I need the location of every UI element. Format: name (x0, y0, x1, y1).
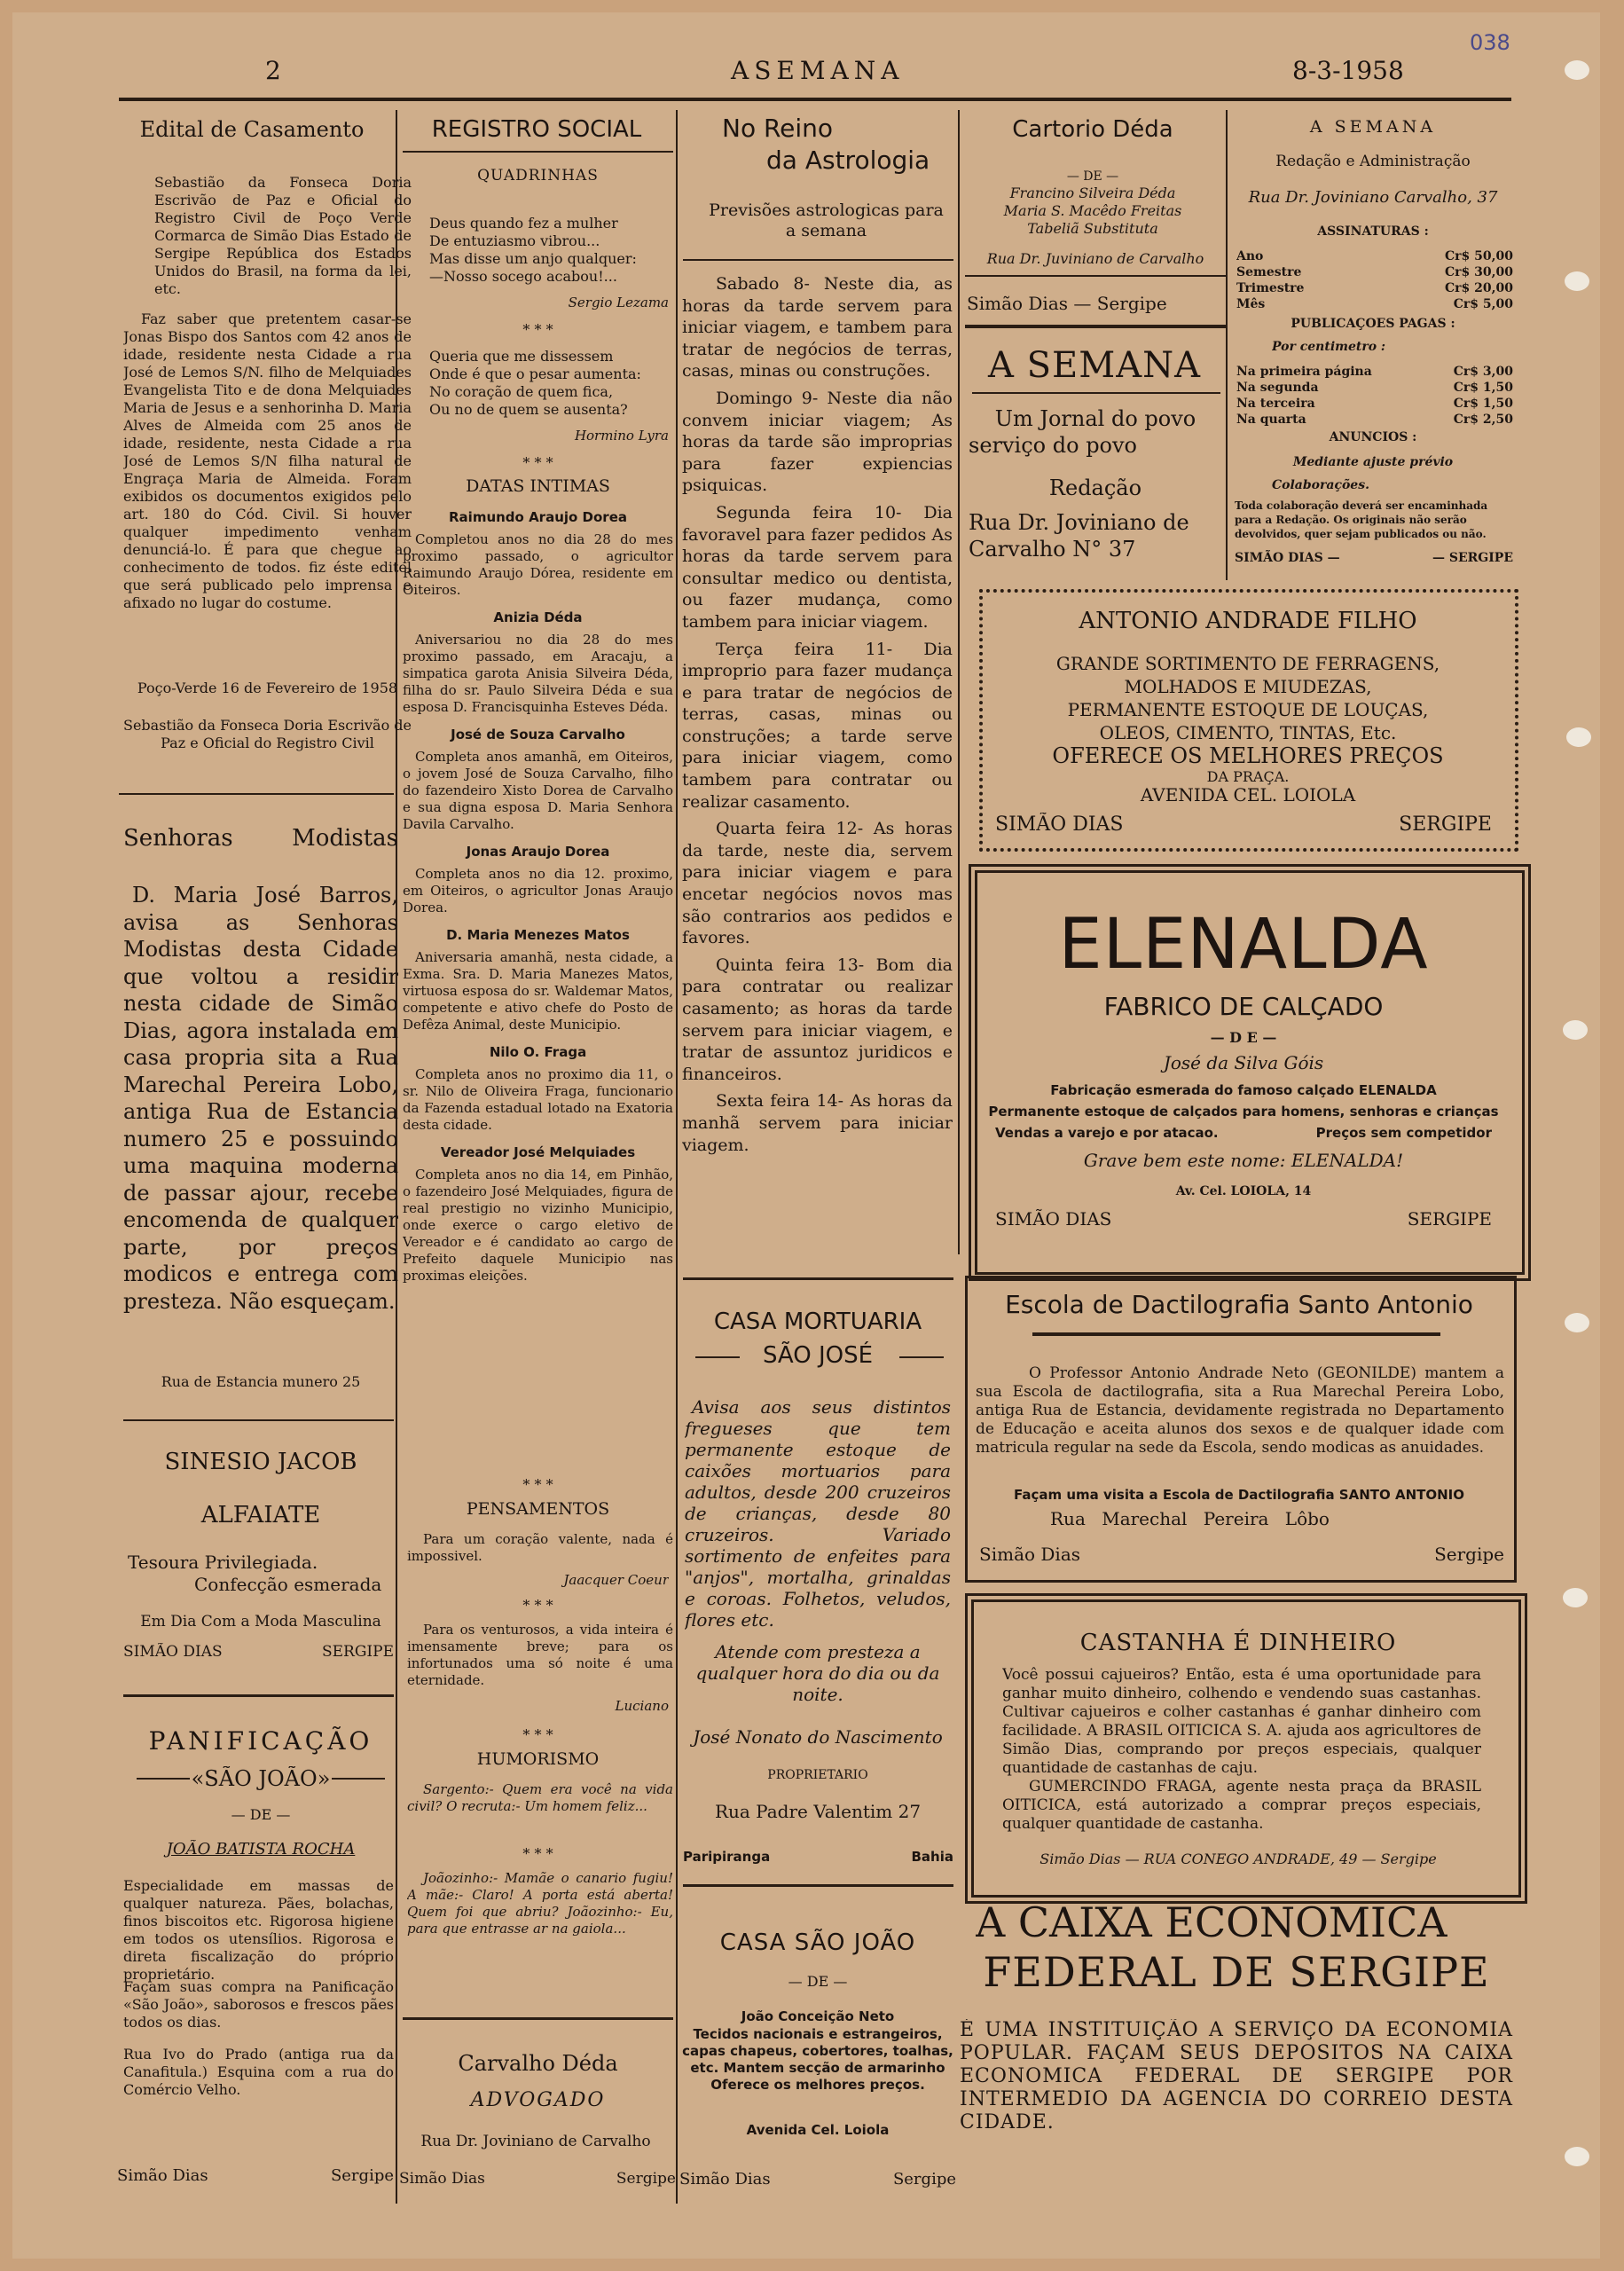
quad-line: Deus quando fez a mulher (429, 215, 618, 232)
section-rule (403, 2017, 673, 2020)
ornament-rule (695, 1356, 740, 1358)
price-row (1236, 412, 1513, 428)
sinesio-line1: Tesoura Privilegiada. (128, 1552, 318, 1573)
stars: * * * (522, 1597, 553, 1614)
price-row (1236, 296, 1513, 312)
column-rule (676, 110, 678, 2204)
sinesio-role: ALFAIATE (200, 1502, 321, 1528)
antonio-title: ANTONIO ANDRADE FILHO (1079, 608, 1417, 634)
castanha-title: CASTANHA É DINHEIRO (1079, 1630, 1397, 1656)
price-value: Cr$ 1,50 (1453, 397, 1513, 411)
publicacoes-list (1236, 364, 1513, 428)
sinesio-location (123, 1643, 394, 1662)
panificacao-state: Sergipe (330, 2166, 394, 2185)
modistas-title (123, 824, 398, 853)
datas-title: DATAS INTIMAS (466, 476, 610, 496)
mortuaria-title-1: CASA MORTUARIA (713, 1308, 922, 1335)
section-rule (965, 325, 1226, 328)
quadrinha-1 (429, 215, 678, 286)
price-value: Cr$ 2,50 (1453, 413, 1513, 427)
escola-address: Rua Marechal Pereira Lôbo (1050, 1508, 1330, 1529)
edital-signature: Sebastião da Fonseca Doria Escrivão de Paz e Oficial do Registro Civil (123, 717, 412, 751)
elenalda-de: — D E — (1210, 1029, 1277, 1046)
astro-day: Sabado 8- Neste dia, as horas da tarde servem para iniciar viagem, e tambem para tratar de negócios de terras, casas, minas ou construções. (682, 274, 953, 381)
colab-body: Toda colaboração deverá ser encaminhada para a Redação. Os originais não serão devolvidos, quer sejam publicados ou não. (1235, 499, 1488, 540)
mortuaria-title-2: SÃO JOSÉ (762, 1342, 874, 1369)
semana-box-footer (1235, 550, 1513, 566)
stars: * * * (522, 1845, 553, 1862)
data-entry-name: Nilo O. Fraga (489, 1044, 587, 1060)
price-value: Cr$ 50,00 (1445, 249, 1513, 263)
casa-address: Avenida Cel. Loiola (746, 2122, 890, 2138)
ornament-rule (332, 1778, 385, 1780)
quad-line: —Nosso socego acabou!... (429, 268, 617, 285)
casa-location (679, 2170, 956, 2189)
edital-intro: Sebastião da Fonseca Doria Escrivão de Paz e Oficial do Registro Civil de Poço Verde Cormarca de Simão Dias Estado de Sergipe República dos Estados Unidos do Brasil, na forma da lei, etc. (154, 174, 412, 297)
caixa-body: É UMA INSTITUIÇÃO A SERVIÇO DA ECONOMIA POPULAR. FAÇAM SEUS DEPOSITOS NA CAIXA ECONOMICA FEDERAL DE SERGIPE POR INTERMEDIO DA AGENCIA DO CORREIO DESTA CIDADE. (960, 2019, 1513, 2133)
data-entry-name: José de Souza Carvalho (451, 727, 625, 743)
cartorio-location (967, 293, 1224, 315)
panificacao-de: — DE — (231, 1806, 291, 1823)
panificacao-city: Simão Dias (117, 2166, 208, 2185)
semana-line-3: Redação (1048, 475, 1142, 500)
section-rule (119, 793, 394, 795)
semana-box-title: A SEMANA (1309, 117, 1437, 137)
price-label: Na quarta (1236, 413, 1306, 427)
dash-separator: — (1073, 293, 1097, 314)
escola-body: O Professor Antonio Andrade Neto (GEONILDE) mantem a sua Escola de dactilografia, sita a Rua Marechal Pereira Lobo, antiga Rua de Estancia, devidamente registrada no Departamento de Educação e aceita alunos dos sexos e de qualquer idade com matricula regular na sede da Escola, sendo modicas as anuidades. (976, 1364, 1504, 1457)
price-label: Trimestre (1236, 281, 1305, 295)
castanha-address: Simão Dias — RUA CONEGO ANDRADE, 49 — Sergipe (1040, 1851, 1437, 1867)
section-rule (123, 1694, 394, 1697)
price-row (1236, 280, 1513, 296)
semana-box-state: — SERGIPE (1432, 551, 1513, 565)
antonio-location (995, 813, 1492, 837)
price-value: Cr$ 3,00 (1453, 365, 1513, 379)
elenalda-line-3b: Preços sem competidor (1315, 1125, 1492, 1141)
panificacao-title: PANIFICAÇÃO (148, 1726, 373, 1756)
semana-ad-title: A SEMANA (988, 346, 1201, 385)
mortuaria-body-2: Atende com presteza a qualquer hora do dia ou da noite. (695, 1641, 940, 1705)
price-value: Cr$ 20,00 (1445, 281, 1513, 295)
quad-line: Mas disse um anjo qualquer: (429, 250, 637, 267)
carvalho-name: Carvalho Déda (458, 2051, 618, 2076)
section-rule (965, 275, 1226, 277)
semana-line-1: Um Jornal do povo (994, 406, 1196, 431)
issue-date: 8-3-1958 (1292, 56, 1404, 85)
elenalda-line-2: Permanente estoque de calçados para homens, senhoras e crianças (988, 1104, 1499, 1120)
section-rule (683, 1884, 953, 1887)
caixa-title-1: A CAIXA ECONOMICA (976, 1898, 1447, 1946)
antonio-line-6: DA PRAÇA. (1206, 768, 1290, 785)
price-label: Mês (1236, 297, 1266, 311)
price-value: Cr$ 30,00 (1445, 265, 1513, 279)
pensamento-1-author: Jaacquer Coeur (563, 1572, 669, 1588)
modistas-title-right: Modistas (292, 825, 398, 852)
anuncios-note: Mediante ajuste prévio (1292, 455, 1454, 469)
astro-title-1: No Reino (722, 114, 834, 143)
astro-title-2: da Astrologia (766, 145, 930, 175)
escola-state: Sergipe (1434, 1544, 1504, 1565)
escola-city: Simão Dias (979, 1544, 1081, 1565)
price-label: Na terceira (1236, 397, 1315, 411)
elenalda-title: ELENALDA (1058, 905, 1429, 985)
data-entry-text: Completa anos no proximo dia 11, o sr. Nilo de Oliveira Fraga, funcionario da Fazenda estadual lotado na Exatoria desta cidade. (403, 1066, 673, 1133)
data-entry-text: Aniversaria amanhã, nesta cidade, a Exma. Sra. D. Maria Manezes Matos, virtuosa esposa do sr. Waldemar Matos, competente e ativo chefe do Posto de Defêza Animal, deste Municipio. (403, 949, 673, 1033)
humor-1: Sargento:- Quem era você na vida civil? O recruta:- Um homem feliz... (407, 1781, 673, 1814)
quad2-author: Hormino Lyra (574, 428, 669, 444)
antonio-line-3: PERMANENTE ESTOQUE DE LOUÇAS, (1067, 699, 1429, 720)
mortuaria-address: Rua Padre Valentim 27 (714, 1801, 922, 1822)
carvalho-role: ADVOGADO (470, 2089, 606, 2111)
elenalda-line-3a: Vendas a varejo e por atacao. (995, 1125, 1219, 1141)
binding-hole (1565, 60, 1589, 80)
mortuaria-owner-role: PROPRIETARIO (767, 1768, 868, 1782)
carvalho-state: Sergipe (616, 2170, 676, 2188)
cartorio-line-3: Tabeliã Substituta (1027, 220, 1158, 237)
ornament-rule (899, 1356, 944, 1358)
pensamentos-title: PENSAMENTOS (466, 1499, 610, 1519)
price-label: Na primeira página (1236, 365, 1372, 379)
carvalho-city: Simão Dias (399, 2170, 485, 2188)
colab-title: Colaborações. (1272, 478, 1369, 492)
semana-box-address: Rua Dr. Joviniano Carvalho, 37 (1248, 188, 1498, 207)
price-label: Na segunda (1236, 381, 1319, 395)
price-value: Cr$ 5,00 (1453, 297, 1513, 311)
carvalho-address: Rua Dr. Joviniano de Carvalho (420, 2133, 651, 2150)
stars: * * * (522, 321, 553, 338)
binding-hole (1563, 1588, 1588, 1607)
newspaper-page (12, 12, 1600, 2259)
price-row (1236, 396, 1513, 412)
quadrinhas-title: QUADRINHAS (477, 167, 599, 185)
casa-body: Tecidos nacionais e estrangeiros, capas chapeus, cobertores, toalhas, etc. Mantem secção de armarinho Oferece os melhores preços. (682, 2026, 953, 2093)
semana-box-city: SIMÃO DIAS — (1235, 551, 1340, 565)
data-entry-text: Completa anos no dia 12. proximo, em Oiteiros, o agricultor Jonas Araujo Dorea. (403, 866, 673, 915)
pensamento-2: Para os venturosos, a vida inteira é imensamente breve; para os infortunados uma só noite é uma eternidade. (407, 1622, 673, 1688)
castanha-agent: GUMERCINDO FRAGA, agente nesta praça da BRASIL OITICICA, está autorizado a comprar preços especiais, qualquer quantidade de castanha. (1002, 1778, 1481, 1833)
elenalda-subtitle: FABRICO DE CALÇADO (1103, 992, 1384, 1021)
astro-day: Terça feira 11- Dia improprio para fazer mudança e para tratar de negócios de terras, casas, minas ou construções; a tarde serve para iniciar viagem, como tambem para contratar ou realizar casamento. (682, 639, 953, 812)
panificacao-subtitle: «SÃO JOÃO» (191, 1766, 331, 1791)
quad-line: No coração de quem fica, (429, 383, 614, 400)
panificacao-location (117, 2166, 394, 2186)
elenalda-line-4: Grave bem este nome: ELENALDA! (1083, 1150, 1404, 1171)
cartorio-state: Sergipe (1096, 293, 1167, 314)
data-entry-text: Aniversariou no dia 28 do mes proximo passado, em Aracaju, a simpatica garota Anisia Silveira Déda, filha do sr. Paulo Silveira Déda e sua esposa D. Francisquinha Esteves Déda. (403, 632, 673, 715)
semana-line-4: Rua Dr. Joviniano de Carvalho N° 37 (969, 510, 1189, 562)
stars: * * * (522, 1476, 553, 1493)
registro-title: REGISTRO SOCIAL (431, 116, 642, 143)
ornament-rule (137, 1778, 190, 1780)
cartorio-title: Cartorio Déda (1012, 116, 1173, 143)
section-rule (683, 259, 953, 261)
pensamento-1: Para um coração valente, nada é impossivel. (407, 1531, 673, 1564)
elenalda-line-1: Fabricação esmerada do famoso calçado ELENALDA (1050, 1082, 1437, 1098)
price-row (1236, 380, 1513, 396)
antonio-city: SIMÃO DIAS (995, 813, 1124, 836)
price-value: Cr$ 1,50 (1453, 381, 1513, 395)
antonio-state: SERGIPE (1399, 813, 1492, 836)
semana-box-subtitle: Redação e Administração (1275, 153, 1471, 170)
astro-days (682, 273, 953, 1156)
carvalho-location (399, 2170, 676, 2188)
escola-visit: Façam uma visita a Escola de Dactilografia SANTO ANTONIO (1014, 1487, 1464, 1503)
escola-location (979, 1544, 1504, 1566)
price-row (1236, 248, 1513, 264)
price-label: Semestre (1236, 265, 1302, 279)
escola-rule (1032, 1332, 1440, 1336)
modistas-title-left: Senhoras (123, 825, 233, 852)
antonio-line-5: OFERECE OS MELHORES PREÇOS (1052, 743, 1444, 768)
antonio-line-7: AVENIDA CEL. LOIOLA (1140, 784, 1356, 805)
edital-body: Faz saber que pretentem casar-se Jonas Bispo dos Santos com 42 anos de idade, residente nesta Cidade a rua José de Lemos S/N. filho de Melquiades Evangelista Tito e de dona Melquiades Maria de Jesus e a senhorinha D. Maria Alves de Almeida com 25 anos de idade, residente, nesta Cidade a rua José de Lemos S/N filha natural de Engraça Maria de Almeida. Foram exibidos os documentos exigidos pelo art. 180 do Cód. Civil. Si houver qualquer impedimento venham denunciá-lo. É para que chegue ao conhecimento de todos. fiz éste editel que será publicado pelo imprensa e afixado no lugar do costume. (123, 310, 412, 611)
binding-hole (1563, 1020, 1588, 1040)
data-entry-text: Completou anos no dia 28 do mes proximo passado, o agricultor Raimundo Araujo Dórea, residente em Oiteiros. (403, 531, 673, 598)
stars: * * * (522, 1726, 553, 1743)
binding-hole (1565, 2147, 1589, 2166)
pensamento-2-author: Luciano (615, 1698, 669, 1714)
cartorio-address: Rua Dr. Juviniano de Carvalho (986, 250, 1204, 267)
data-entry-name: Anizia Déda (493, 609, 583, 625)
por-centimetro: Por centimetro : (1272, 340, 1386, 354)
quad-line: Queria que me dissessem (429, 348, 614, 365)
casa-de: — DE — (788, 1973, 848, 1990)
binding-hole (1566, 727, 1591, 747)
panificacao-address: Rua Ivo do Prado (antiga rua da Canafitula.) Esquina com a rua do Comércio Velho. (123, 2046, 394, 2098)
data-entry-name: Raimundo Araujo Dorea (449, 509, 627, 525)
data-entry-text: Completa anos no dia 14, em Pinhão, o fazendeiro José Melquiades, figura de real prestigio no vizinho Municipio, onde exerce o cargo eletivo de Vereador e é candidato ao cargo de Prefeito daquele Municipio nas proximas eleições. (403, 1167, 673, 1284)
data-entry-name: D. Maria Menezes Matos (446, 927, 630, 943)
quad-line: De entuziasmo vibrou... (429, 232, 600, 249)
antonio-line-1: GRANDE SORTIMENTO DE FERRAGENS, (1055, 653, 1440, 674)
elenalda-address: Av. Cel. LOIOLA, 14 (1175, 1184, 1312, 1198)
casa-state: Sergipe (892, 2170, 956, 2188)
panificacao-body1: Especialidade em massas de qualquer natureza. Pães, bolachas, finos biscoitos etc. Rigorosa higiene em todos os utensílios. Rigorosa e direta fiscalização do próprio proprietário. (123, 1877, 394, 1983)
casa-city: Simão Dias (679, 2170, 771, 2188)
mortuaria-city: Paripiranga (683, 1849, 771, 1865)
elenalda-city: SIMÃO DIAS (995, 1208, 1112, 1230)
panificacao-body2: Façam suas compra na Panificação «São João», saborosos e frescos pães todos os dias. (123, 1978, 394, 2031)
mortuaria-owner: José Nonato do Nascimento (693, 1726, 943, 1748)
price-row (1236, 364, 1513, 380)
casa-owner: João Conceição Neto (741, 2008, 895, 2024)
sinesio-line2: Confecção esmerada (194, 1574, 382, 1595)
anuncios-title: ANUNCIOS : (1329, 430, 1417, 444)
data-entry-text: Completa anos amanhã, em Oiteiros, o jovem José de Souza Carvalho, filho do fazendeiro Xisto Dorea de Carvalho e sua digna esposa D. Maria Senhora Davila Carvalho. (403, 749, 673, 832)
publicacoes-title: PUBLICAÇOES PAGAS : (1291, 317, 1455, 331)
astro-day: Segunda feira 10- Dia favoravel para fazer pedidos As horas da tarde servem para consultar medico ou dentista, ou fazer mudança, como tambem para iniciar viagem. (682, 502, 953, 632)
astro-day: Sexta feira 14- As horas da manhã servem para iniciar viagem. (682, 1091, 953, 1155)
datas-list (403, 506, 673, 1285)
masthead-rule (119, 98, 1511, 101)
humorismo-title: HUMORISMO (476, 1749, 600, 1769)
sinesio-city: SIMÃO DIAS (123, 1643, 223, 1661)
quad-line: Ou no de quem se ausenta? (429, 401, 628, 418)
panificacao-owner: JOÃO BATISTA ROCHA (166, 1840, 356, 1858)
modistas-address: Rua de Estancia munero 25 (161, 1373, 361, 1390)
section-rule (972, 392, 1220, 394)
edital-section (119, 117, 385, 143)
quad1-author: Sergio Lezama (568, 295, 669, 310)
data-entry-name: Vereador José Melquiades (440, 1144, 636, 1160)
semana-line-2: serviço do povo (969, 433, 1138, 458)
quad-line: Onde é que o pesar aumenta: (429, 365, 641, 382)
humor-2: Joãozinho:- Mamãe o canario fugiu! A mãe:- Claro! A porta está aberta! Quem foi que abriu? Joãozinho:- Eu, para que entrasse ar na gaiola... (407, 1870, 673, 1937)
archive-number: 038 (1470, 30, 1510, 55)
astro-day: Domingo 9- Neste dia não convem iniciar viagem; As horas da tarde são improprias para fazer expiencias psiquicas. (682, 388, 953, 496)
sinesio-line3: Em Dia Com a Moda Masculina (140, 1613, 381, 1631)
cartorio-city: Simão Dias (967, 293, 1069, 314)
modistas-body: D. Maria José Barros, avisa as Senhoras Modistas desta Cidade que voltou a residir nesta cidade de Simão Dias, agora instalada em casa propria sita a Rua Marechal Pereira Lobo, antiga Rua de Estancia numero 25 e possuindo uma maquina moderna de passar ajour, recebe encomenda de qualquer parte, por preços modicos e entrega com presteza. Não esqueçam. (123, 883, 398, 1314)
antonio-line-2: MOLHADOS E MIUDEZAS, (1124, 676, 1372, 697)
elenalda-state: SERGIPE (1407, 1208, 1492, 1230)
elenalda-location (995, 1208, 1492, 1230)
quadrinha-2 (429, 348, 678, 419)
mortuaria-state: Bahia (911, 1849, 953, 1865)
section-rule (123, 1419, 394, 1421)
elenalda-line-3 (995, 1125, 1492, 1142)
edital-date: Poço-Verde 16 de Fevereiro de 1958 (137, 680, 398, 696)
castanha-body: Você possui cajueiros? Então, esta é uma oportunidade para ganhar muito dinheiro, colhendo e vendendo suas castanhas. Cultivar cajueiros e colher castanhas é ganhar dinheiro com facilidade. A BRASIL OITICICA S. A. ajuda aos agricultores de Simão Dias, comprando por preços especiais, qualquer quantidade de castanhas de caju. (1002, 1666, 1481, 1777)
page-number: 2 (265, 56, 281, 85)
sinesio-state: SERGIPE (322, 1643, 394, 1661)
edital-title: Edital de Casamento (139, 117, 365, 142)
escola-title: Escola de Dactilografia Santo Antonio (1005, 1290, 1473, 1319)
casa-sao-joao-title: CASA SÃO JOÃO (719, 1929, 916, 1956)
section-rule (403, 151, 673, 153)
antonio-line-4: OLEOS, CIMENTO, TINTAS, Etc. (1099, 722, 1397, 743)
cartorio-de: — DE — (1066, 169, 1119, 184)
caixa-title-2: FEDERAL DE SERGIPE (983, 1948, 1490, 1996)
column-rule (958, 110, 960, 1254)
elenalda-owner: José da Silva Góis (1163, 1052, 1324, 1073)
astro-subtitle: Previsões astrologicas para a semana (709, 200, 944, 240)
newspaper-title: ASEMANA (731, 56, 905, 85)
binding-hole (1565, 1313, 1589, 1332)
assinaturas-list (1236, 248, 1513, 312)
section-rule (683, 1277, 953, 1280)
sinesio-name: SINESIO JACOB (164, 1449, 357, 1475)
mortuaria-location (683, 1849, 953, 1866)
astro-day: Quinta feira 13- Bom dia para contratar ou realizar casamento; as horas da tarde servem para iniciar viagem, e tratar de assuntoz juridicos e financeiros. (682, 955, 953, 1084)
cartorio-line-1: Francino Silveira Déda (1009, 185, 1176, 201)
price-row (1236, 264, 1513, 280)
price-label: Ano (1236, 249, 1264, 263)
astro-day: Quarta feira 12- As horas da tarde, neste dia, servem para iniciar viagem e para encetar negócios novos mas são contrarios aos pedidos e favores. (682, 819, 953, 948)
data-entry-name: Jonas Araujo Dorea (466, 844, 610, 860)
mortuaria-body: Avisa aos seus distintos fregueses que tem permanente estoque de caixões mortuarios para adultos, desde 200 cruzeiros de crianças, desde 80 cruzeiros. Variado sortimento de enfeites para "anjos", mortalha, grinaldas e coroas. Folhetos, veludos, flores etc. (685, 1396, 951, 1631)
assinaturas-title: ASSINATURAS : (1317, 224, 1429, 239)
binding-hole (1565, 271, 1589, 291)
stars: * * * (522, 454, 553, 471)
cartorio-line-2: Maria S. Macêdo Freitas (1003, 202, 1182, 219)
